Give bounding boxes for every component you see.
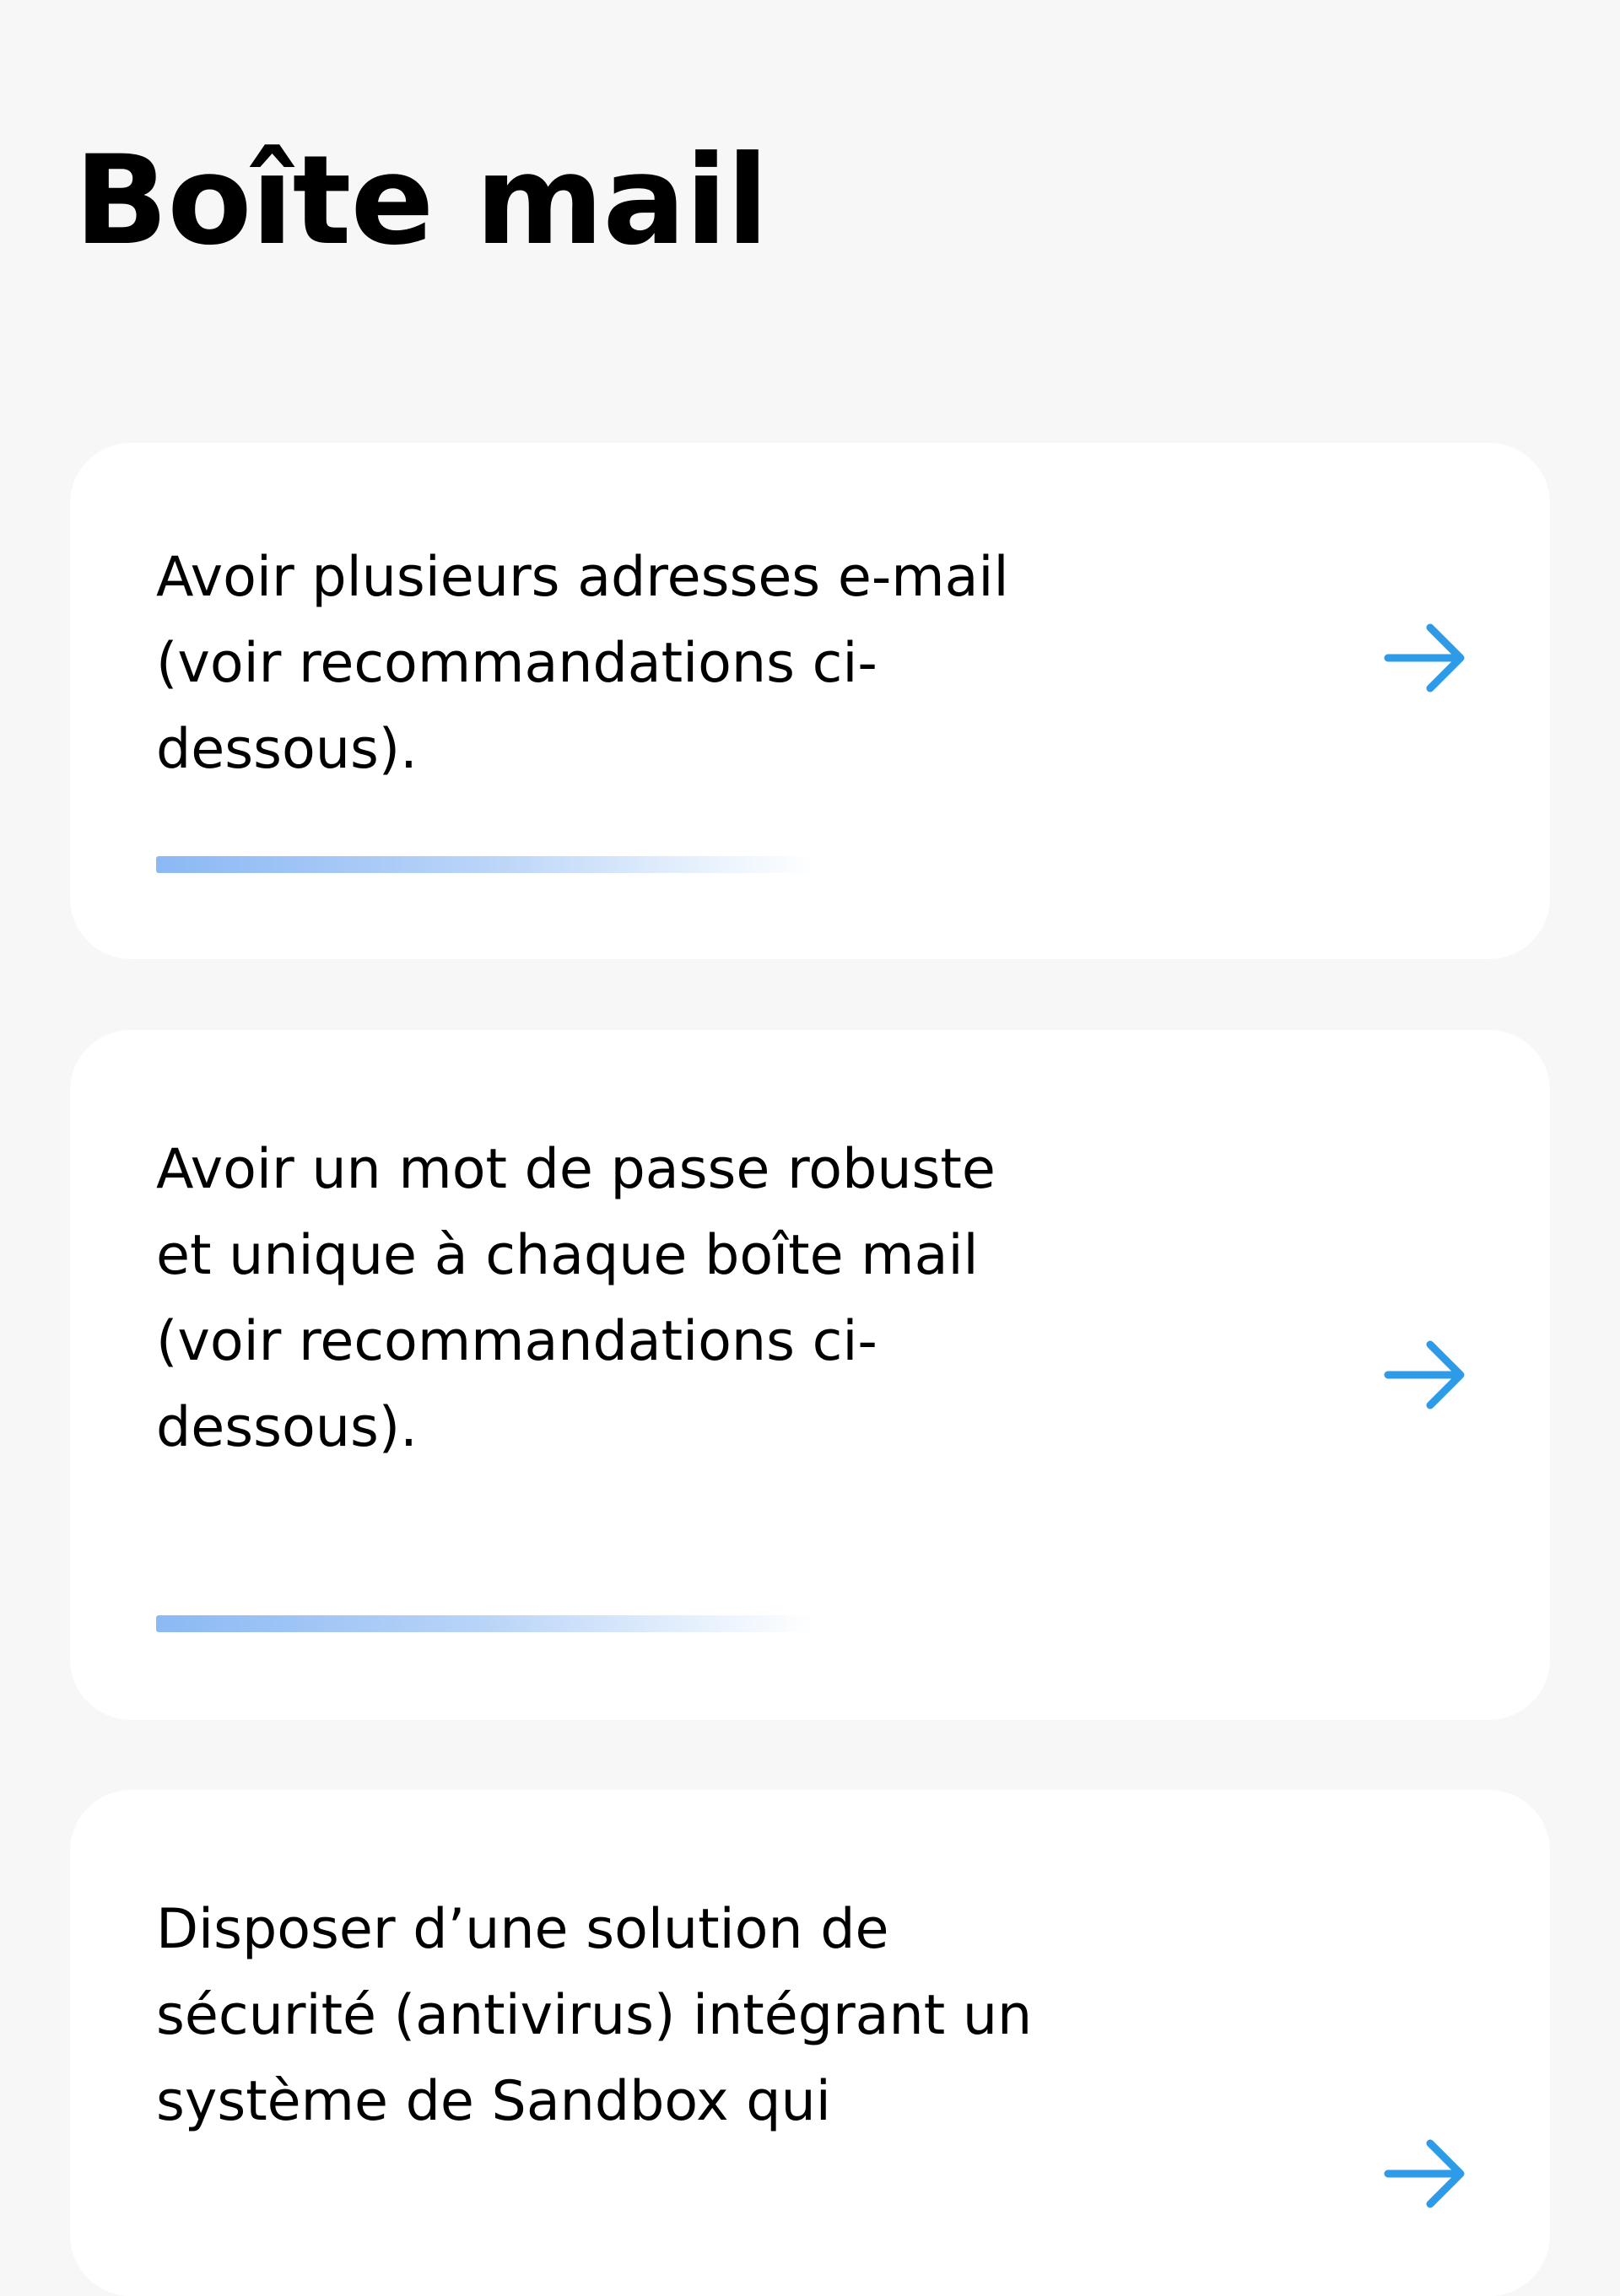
card-strong-unique-password[interactable] bbox=[70, 1030, 1550, 1720]
card-security-solution-sandbox[interactable] bbox=[70, 1790, 1550, 2296]
arrow-right-icon[interactable] bbox=[1378, 612, 1471, 704]
card-multiple-email-addresses[interactable] bbox=[70, 443, 1550, 959]
progress-bar bbox=[156, 1615, 814, 1632]
card-text: Disposer d’une solution de sécurité (antivirus) intégrant un système de Sandbox qui bbox=[156, 1898, 1033, 2133]
card-text: Avoir un mot de passe robuste et unique à chaque boîte mail (voir recommandations ci-dessous). bbox=[156, 1138, 996, 1459]
arrow-right-icon[interactable] bbox=[1378, 1329, 1471, 1421]
page-title: Boîte mail bbox=[74, 129, 769, 272]
arrow-right-icon[interactable] bbox=[1378, 2127, 1471, 2220]
progress-bar bbox=[156, 856, 814, 873]
card-text: Avoir plusieurs adresses e-mail (voir recommandations ci-dessous). bbox=[156, 546, 1009, 781]
